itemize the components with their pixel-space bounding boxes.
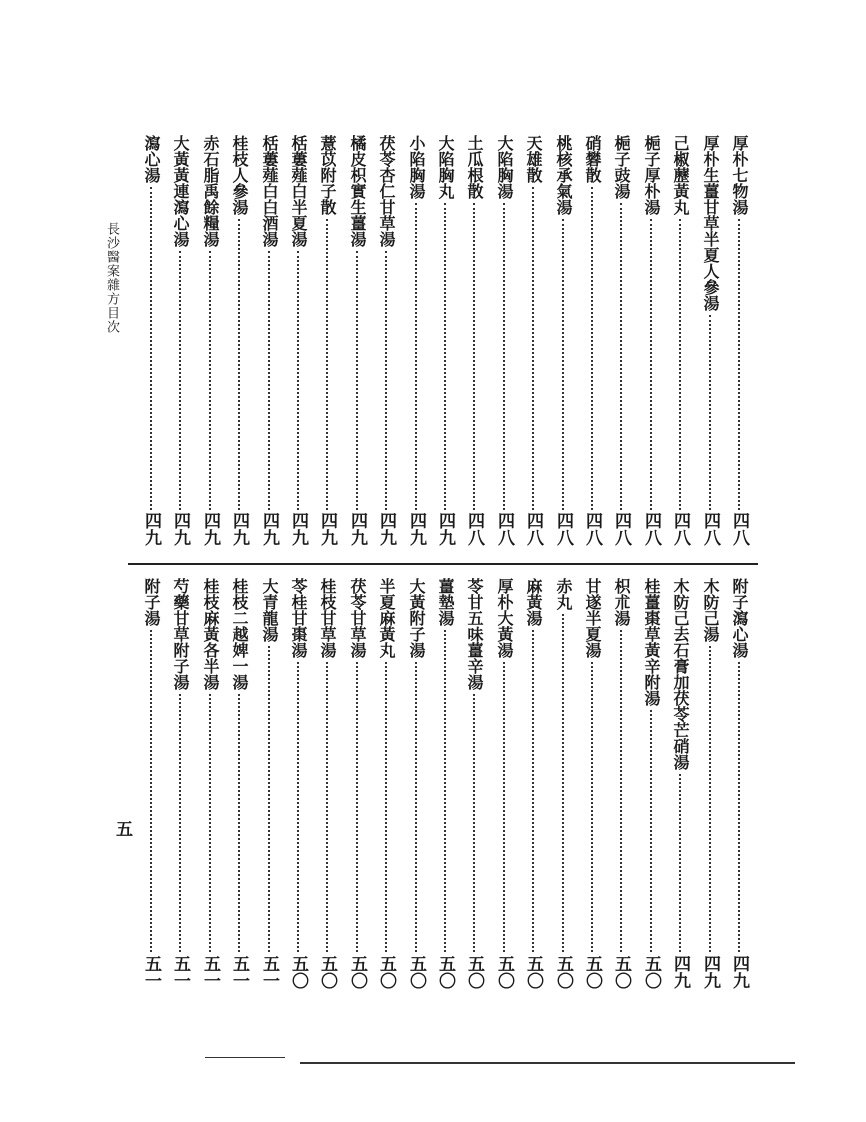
toc-entry-page: 四九 bbox=[435, 512, 455, 546]
toc-entry-title: 大青龍湯 bbox=[260, 578, 279, 642]
leader-dots bbox=[679, 219, 681, 510]
toc-entry-title: 薏苡附子散 bbox=[318, 135, 337, 215]
toc-entry bbox=[608, 135, 634, 199]
toc-entry-title: 瀉心湯 bbox=[142, 135, 161, 183]
toc-entry-page: 四八 bbox=[729, 512, 749, 546]
leader-dots bbox=[650, 219, 652, 510]
toc-entry-title: 栝蔞薤白白酒湯 bbox=[260, 135, 279, 247]
toc-entry-page: 四九 bbox=[170, 512, 190, 546]
toc-entry bbox=[373, 135, 399, 247]
section-divider bbox=[128, 563, 758, 565]
leader-dots bbox=[473, 694, 475, 952]
toc-entry-title: 茯苓甘草湯 bbox=[348, 578, 367, 658]
leader-dots bbox=[297, 251, 299, 510]
toc-entry bbox=[256, 135, 282, 247]
toc-entry bbox=[726, 578, 752, 658]
toc-entry-title: 桃核承氣湯 bbox=[554, 135, 573, 215]
toc-entry-title: 梔子厚朴湯 bbox=[642, 135, 661, 215]
toc-entry-page: 五〇 bbox=[376, 955, 396, 989]
toc-entry-page: 四九 bbox=[317, 512, 337, 546]
leader-dots bbox=[562, 614, 564, 952]
leader-dots bbox=[326, 219, 328, 510]
toc-entry-page: 四九 bbox=[259, 512, 279, 546]
toc-entry bbox=[432, 135, 458, 199]
toc-entry-page: 五〇 bbox=[464, 955, 484, 989]
toc-entry-title: 己椒藶黃丸 bbox=[671, 135, 690, 215]
leader-dots bbox=[650, 710, 652, 952]
toc-entry bbox=[226, 135, 252, 215]
toc-entry bbox=[520, 578, 546, 626]
toc-entry-title: 梔子豉湯 bbox=[612, 135, 631, 199]
leader-dots bbox=[562, 219, 564, 510]
leader-dots bbox=[326, 662, 328, 952]
leader-dots bbox=[620, 630, 622, 952]
toc-entry-page: 四九 bbox=[229, 512, 249, 546]
running-head: 長沙醫案雜方目次 bbox=[104, 222, 119, 334]
toc-entry-title: 赤石脂禹餘糧湯 bbox=[201, 135, 220, 247]
toc-entry bbox=[579, 135, 605, 183]
toc-entry bbox=[491, 578, 517, 658]
toc-entry-title: 半夏麻黃丸 bbox=[377, 578, 396, 658]
toc-entry-page: 四八 bbox=[464, 512, 484, 546]
toc-entry bbox=[697, 578, 723, 642]
toc-entry-title: 大陷胸湯 bbox=[495, 135, 514, 199]
toc-entry-title: 桂枝人參湯 bbox=[230, 135, 249, 215]
toc-entry-page: 四八 bbox=[670, 512, 690, 546]
toc-entry-page: 五〇 bbox=[582, 955, 602, 989]
leader-dots bbox=[238, 694, 240, 952]
toc-entry bbox=[697, 135, 723, 311]
toc-entry-page: 四九 bbox=[729, 955, 749, 989]
toc-entry bbox=[285, 135, 311, 247]
toc-entry-page: 四九 bbox=[141, 512, 161, 546]
toc-entry-page: 四九 bbox=[406, 512, 426, 546]
leader-dots bbox=[268, 646, 270, 952]
leader-dots bbox=[709, 646, 711, 952]
toc-entry bbox=[667, 578, 693, 770]
toc-entry-page: 五〇 bbox=[347, 955, 367, 989]
toc-entry bbox=[667, 135, 693, 215]
toc-entry-page: 四九 bbox=[376, 512, 396, 546]
toc-entry bbox=[403, 135, 429, 199]
toc-entry-title: 附子湯 bbox=[142, 578, 161, 626]
toc-entry-title: 赤丸 bbox=[554, 578, 573, 610]
leader-dots bbox=[179, 251, 181, 510]
toc-entry bbox=[638, 578, 664, 706]
leader-dots bbox=[620, 203, 622, 510]
toc-entry bbox=[461, 578, 487, 690]
toc-entry-page: 五一 bbox=[141, 955, 161, 989]
toc-entry bbox=[550, 578, 576, 610]
toc-entry-page: 五一 bbox=[170, 955, 190, 989]
toc-entry bbox=[638, 135, 664, 215]
toc-entry-page: 四九 bbox=[347, 512, 367, 546]
toc-entry-page: 四九 bbox=[670, 955, 690, 989]
toc-entry bbox=[550, 135, 576, 215]
toc-entry bbox=[344, 578, 370, 658]
toc-entry-page: 五〇 bbox=[641, 955, 661, 989]
leader-dots bbox=[679, 774, 681, 952]
toc-entry-page: 五一 bbox=[200, 955, 220, 989]
toc-entry-title: 麻黃湯 bbox=[524, 578, 543, 626]
toc-entry bbox=[314, 578, 340, 658]
toc-entry-page: 四九 bbox=[200, 512, 220, 546]
toc-entry bbox=[314, 135, 340, 215]
toc-entry-page: 五〇 bbox=[435, 955, 455, 989]
toc-entry bbox=[256, 578, 282, 642]
toc-entry-title: 苓甘五味薑辛湯 bbox=[465, 578, 484, 690]
leader-dots bbox=[238, 219, 240, 510]
toc-entry-page: 五〇 bbox=[611, 955, 631, 989]
toc-entry bbox=[608, 578, 634, 626]
toc-entry bbox=[432, 578, 458, 626]
toc-entry-title: 芍藥甘草附子湯 bbox=[171, 578, 190, 690]
toc-entry bbox=[726, 135, 752, 215]
toc-entry bbox=[167, 578, 193, 690]
toc-entry-page: 四八 bbox=[582, 512, 602, 546]
footer-rule-short bbox=[205, 1057, 285, 1058]
toc-entry-title: 茯苓杏仁甘草湯 bbox=[377, 135, 396, 247]
leader-dots bbox=[503, 203, 505, 510]
leader-dots bbox=[356, 662, 358, 952]
toc-entry-page: 五一 bbox=[229, 955, 249, 989]
footer-rule-long bbox=[300, 1062, 795, 1064]
toc-entry bbox=[344, 135, 370, 247]
toc-entry-title: 橘皮枳實生薑湯 bbox=[348, 135, 367, 247]
toc-entry bbox=[138, 135, 164, 183]
leader-dots bbox=[150, 187, 152, 510]
leader-dots bbox=[444, 630, 446, 952]
leader-dots bbox=[385, 251, 387, 510]
toc-entry-title: 枳朮湯 bbox=[612, 578, 631, 626]
toc-entry bbox=[461, 135, 487, 199]
leader-dots bbox=[415, 662, 417, 952]
toc-entry-title: 桂枝甘草湯 bbox=[318, 578, 337, 658]
toc-entry-title: 大黃黃連瀉心湯 bbox=[171, 135, 190, 247]
toc-entry-title: 硝礬散 bbox=[583, 135, 602, 183]
toc-entry-title: 桂薑棗草黃辛附湯 bbox=[642, 578, 661, 706]
leader-dots bbox=[532, 630, 534, 952]
leader-dots bbox=[503, 662, 505, 952]
toc-entry-page: 五〇 bbox=[317, 955, 337, 989]
toc-entry-title: 木防己去石膏加茯苓芒硝湯 bbox=[671, 578, 690, 770]
toc-entry-title: 苓桂甘棗湯 bbox=[289, 578, 308, 658]
toc-entry bbox=[197, 578, 223, 690]
leader-dots bbox=[591, 662, 593, 952]
leader-dots bbox=[385, 662, 387, 952]
toc-entry-title: 厚朴七物湯 bbox=[730, 135, 749, 215]
toc-entry-page: 四八 bbox=[494, 512, 514, 546]
toc-entry bbox=[579, 578, 605, 658]
leader-dots bbox=[738, 662, 740, 952]
toc-entry bbox=[403, 578, 429, 658]
toc-entry-title: 天雄散 bbox=[524, 135, 543, 183]
toc-entry-page: 四八 bbox=[700, 512, 720, 546]
toc-entry-page: 四八 bbox=[553, 512, 573, 546]
toc-entry-title: 大黃附子湯 bbox=[407, 578, 426, 658]
toc-entry-page: 四九 bbox=[288, 512, 308, 546]
leader-dots bbox=[209, 251, 211, 510]
folio: 五 bbox=[112, 820, 132, 837]
leader-dots bbox=[297, 662, 299, 952]
toc-entry-title: 土瓜根散 bbox=[465, 135, 484, 199]
toc-entry bbox=[285, 578, 311, 658]
toc-entry-page: 四九 bbox=[700, 955, 720, 989]
leader-dots bbox=[738, 219, 740, 510]
toc-entry bbox=[167, 135, 193, 247]
leader-dots bbox=[268, 251, 270, 510]
toc-entry-page: 四八 bbox=[611, 512, 631, 546]
leader-dots bbox=[444, 203, 446, 510]
toc-entry-title: 甘遂半夏湯 bbox=[583, 578, 602, 658]
leader-dots bbox=[179, 694, 181, 952]
toc-entry-page: 五〇 bbox=[494, 955, 514, 989]
toc-entry-page: 五〇 bbox=[553, 955, 573, 989]
toc-entry bbox=[373, 578, 399, 658]
toc-entry-title: 厚朴生薑甘草半夏人參湯 bbox=[701, 135, 720, 311]
toc-entry-title: 桂枝二越婢一湯 bbox=[230, 578, 249, 690]
toc-entry bbox=[520, 135, 546, 183]
toc-entry-title: 栝蔞薤白半夏湯 bbox=[289, 135, 308, 247]
toc-entry-page: 五〇 bbox=[523, 955, 543, 989]
toc-entry bbox=[138, 578, 164, 626]
leader-dots bbox=[415, 203, 417, 510]
toc-entry-page: 四八 bbox=[641, 512, 661, 546]
toc-entry-title: 附子瀉心湯 bbox=[730, 578, 749, 658]
toc-entry-page: 五一 bbox=[259, 955, 279, 989]
leader-dots bbox=[209, 694, 211, 952]
toc-entry-title: 大陷胸丸 bbox=[436, 135, 455, 199]
toc-entry bbox=[197, 135, 223, 247]
leader-dots bbox=[473, 203, 475, 510]
leader-dots bbox=[591, 187, 593, 510]
toc-entry-title: 木防己湯 bbox=[701, 578, 720, 642]
toc-entry-page: 五〇 bbox=[288, 955, 308, 989]
toc-entry-title: 厚朴大黃湯 bbox=[495, 578, 514, 658]
leader-dots bbox=[356, 251, 358, 510]
toc-entry-page: 四八 bbox=[523, 512, 543, 546]
leader-dots bbox=[150, 630, 152, 952]
toc-entry-title: 桂枝麻黃各半湯 bbox=[201, 578, 220, 690]
toc-entry-title: 薑墊湯 bbox=[436, 578, 455, 626]
leader-dots bbox=[709, 315, 711, 510]
toc-entry-title: 小陷胸湯 bbox=[407, 135, 426, 199]
toc-entry-page: 五〇 bbox=[406, 955, 426, 989]
toc-entry bbox=[226, 578, 252, 690]
toc-entry bbox=[491, 135, 517, 199]
leader-dots bbox=[532, 187, 534, 510]
